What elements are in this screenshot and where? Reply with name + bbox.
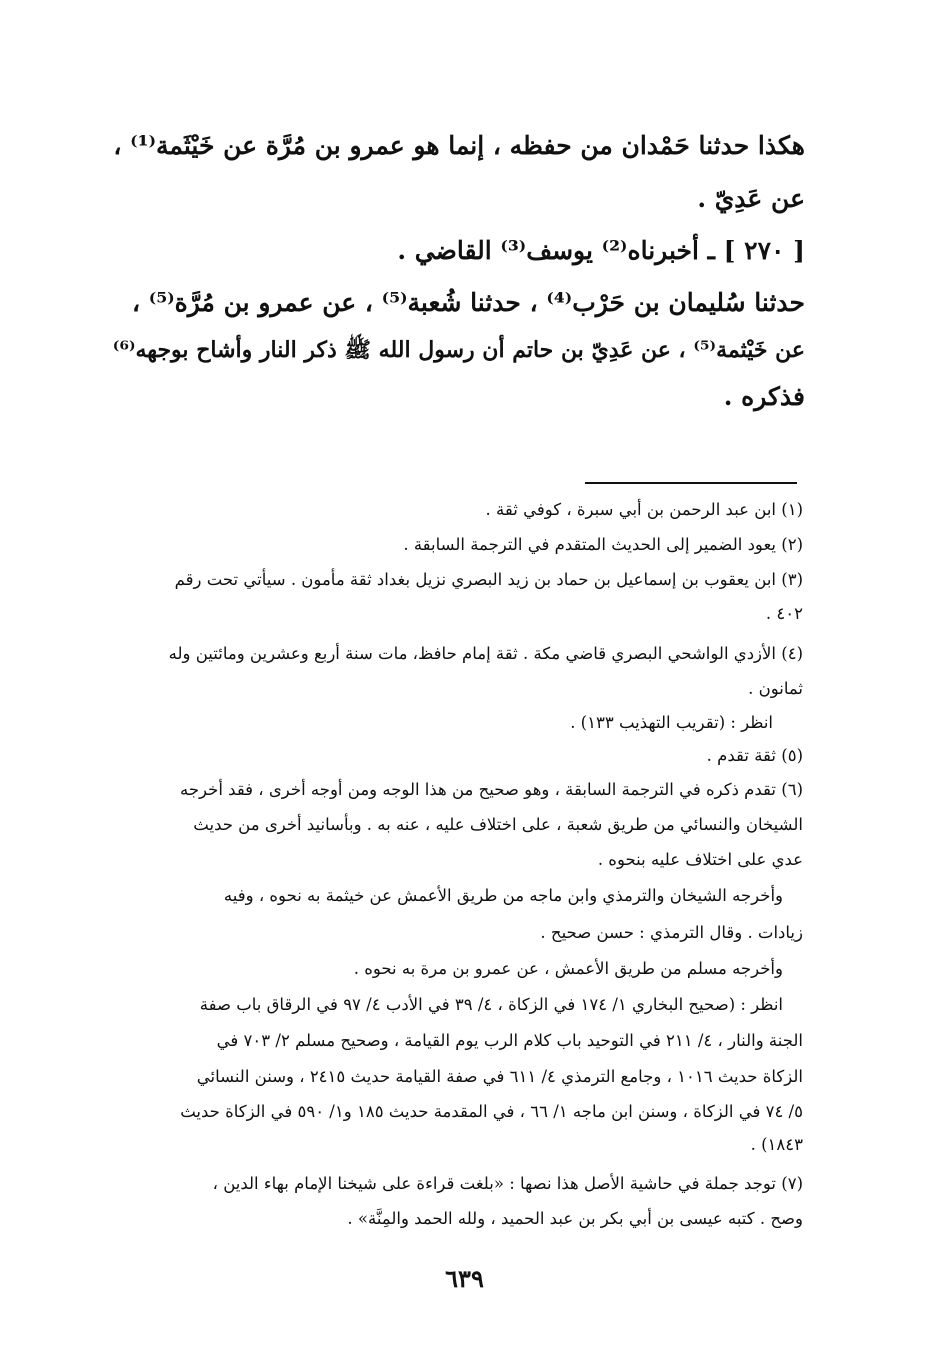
footnote-1: (١) ابن عبد الرحمن بن أبي سبرة ، كوفي ثقة .: [485, 500, 803, 519]
footnote-6: (٦) تقدم ذكره في الترجمة السابقة ، وهو صحيح من هذا الوجه ومن أوجه أخرى ، فقد أخرجه: [179, 780, 803, 799]
footnote-6-refs: انظر : (صحيح البخاري ١/ ١٧٤ في الزكاة ، ٤/ ٣٩ في الأدب ٤/ ٩٧ في الرقاق باب صفة: [199, 995, 783, 1014]
main-line-5: عن خَيْثمة⁽⁵⁾ ، عن عَدِيّ بن حاتم أن رسول الله ﷺ ذكر النار وأشاح بوجهه⁽⁶⁾: [112, 337, 805, 363]
main-line-4: حدثنا سُليمان بن حَرْب⁽⁴⁾ ، حدثنا شُعبة⁽⁵⁾ ، عن عمرو بن مُرَّة⁽⁵⁾ ،: [132, 288, 805, 317]
footnote-6-para-3: وأخرجه مسلم من طريق الأعمش ، عن عمرو بن مرة به نحوه .: [353, 959, 783, 978]
footnote-4: (٤) الأزدي الواشحي البصري قاضي مكة . ثقة إمام حافظ، مات سنة أربع وعشرين ومائتين وله: [168, 644, 803, 663]
footnote-5: (٥) ثقة تقدم .: [706, 746, 803, 765]
footnote-6-para-2: وأخرجه الشيخان والترمذي وابن ماجه من طريق الأعمش عن خيثمة به نحوه ، وفيه: [223, 886, 783, 905]
footnote-6-refs-cont-4: ١٨٤٣) .: [750, 1135, 803, 1154]
main-line-2: عن عَدِيّ .: [697, 184, 805, 213]
hadith-heading: [ ٢٧٠ ] ـ أخبرناه⁽²⁾ يوسف⁽³⁾ القاضي .: [397, 236, 805, 265]
footnote-4-cont: ثمانون .: [748, 679, 803, 698]
footnote-6-refs-cont-1: الجنة والنار ، ٤/ ٢١١ في التوحيد باب كلام الرب يوم القيامة ، وصحيح مسلم ٢/ ٧٠٣ في: [216, 1031, 803, 1050]
footnote-3-cont: ٤٠٢ .: [765, 604, 803, 623]
page-number: ٦٣٩: [445, 1264, 484, 1293]
footnote-3: (٣) ابن يعقوب بن إسماعيل بن حماد بن زيد البصري نزيل بغداد ثقة مأمون . سيأتي تحت رقم: [174, 570, 803, 589]
main-line-1: هكذا حدثنا حَمْدان من حفظه ، إنما هو عمرو بن مُرَّة عن خَيْثَمة⁽¹⁾ ،: [113, 131, 805, 160]
footnote-2: (٢) يعود الضمير إلى الحديث المتقدم في الترجمة السابقة .: [403, 535, 803, 554]
footnote-4-ref: انظر : (تقريب التهذيب ١٣٣) .: [570, 713, 773, 732]
footnote-6-para-2-cont: زيادات . وقال الترمذي : حسن صحيح .: [540, 923, 803, 942]
footnote-separator: [585, 482, 797, 484]
footnote-6-cont-2: عدي على اختلاف عليه بنحوه .: [597, 850, 803, 869]
footnote-6-cont-1: الشيخان والنسائي من طريق شعبة ، على اختلاف عليه ، عنه به . وبأسانيد أخرى من حديث: [193, 815, 803, 834]
footnote-7-cont: وصح . كتبه عيسى بن أبي بكر بن عبد الحميد ، ولله الحمد والمِنَّة» .: [347, 1209, 803, 1228]
main-line-6: فذكره .: [723, 382, 805, 411]
footnote-6-refs-cont-2: الزكاة حديث ١٠١٦ ، وجامع الترمذي ٤/ ٦١١ في صفة القيامة حديث ٢٤١٥ ، وسنن النسائي: [196, 1067, 803, 1086]
footnote-6-refs-cont-3: ٥/ ٧٤ في الزكاة ، وسنن ابن ماجه ١/ ٦٦ ، في المقدمة حديث ١٨٥ و١/ ٥٩٠ في الزكاة حديث: [180, 1102, 803, 1121]
footnote-7: (٧) توجد جملة في حاشية الأصل هذا نصها : «بلغت قراءة على شيخنا الإمام بهاء الدين ،: [212, 1174, 803, 1193]
